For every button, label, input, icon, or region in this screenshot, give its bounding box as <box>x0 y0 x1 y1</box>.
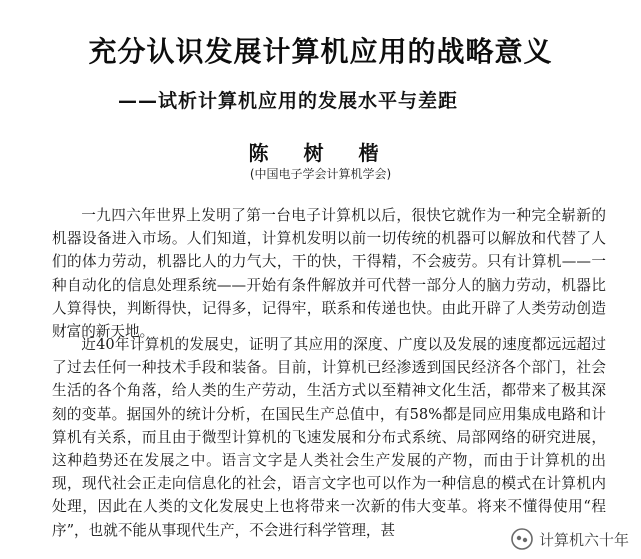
watermark-label: 计算机六十年 <box>538 530 629 549</box>
author-name: 陈 树 楷 <box>248 141 393 165</box>
author-affiliation: (中国电子学会计算机学会) <box>249 167 392 181</box>
paragraph-2: 近40年计算机的发展史，证明了其应用的深度、广度以及发展的速度都远远超过了过去任何一种技术手段和装备。目前，计算机已经渗透到国民经济各个部门，社会生活的各个角落，给人类的生产劳动，生活方式以至精神文化生活，都带来了极其深刻的变革。据国外的统计分析，在国民生产总值中，有58%都是同应用集成电路和计算机有关系，而且由于微型计算机的飞速发展和分布式系统、局部网络的研究进展，这种趋势还在发展之中。语言文字是人类社会生产发展的产物，而由于计算机的出现，现代社会正走向信息化的社会，语言文字也可以作为一种信息的模式在计算机内处理，因此在人类的文化发展史上也将带来一次新的伟大变革。将来不懂得使用“程序”，也就不能从事现代生产，不会进行科学管理，甚 <box>52 336 606 539</box>
wechat-channel-icon <box>511 528 533 550</box>
article-title: 充分认识发展计算机应用的战略意义 <box>88 35 553 68</box>
watermark <box>509 525 635 553</box>
article-subtitle: ——试析计算机应用的发展水平与差距 <box>118 90 459 112</box>
paragraph-1: 一九四六年世界上发明了第一台电子计算机以后，很快它就作为一种完全崭新的机器设备进入市场。人们知道，计算机发明以前一切传统的机器可以解放和代替了人们的体力劳动，机器比人的力气大，干的快，干得精，不会疲劳。只有计算机——一种自动化的信息处理系统——开始有条件解放并可代替一部分人的脑力劳动，机器比人算得快，判断得快，记得多，记得牢，联系和传递也快。由此开辟了人类劳动创造财富的新天地。 <box>52 207 606 341</box>
